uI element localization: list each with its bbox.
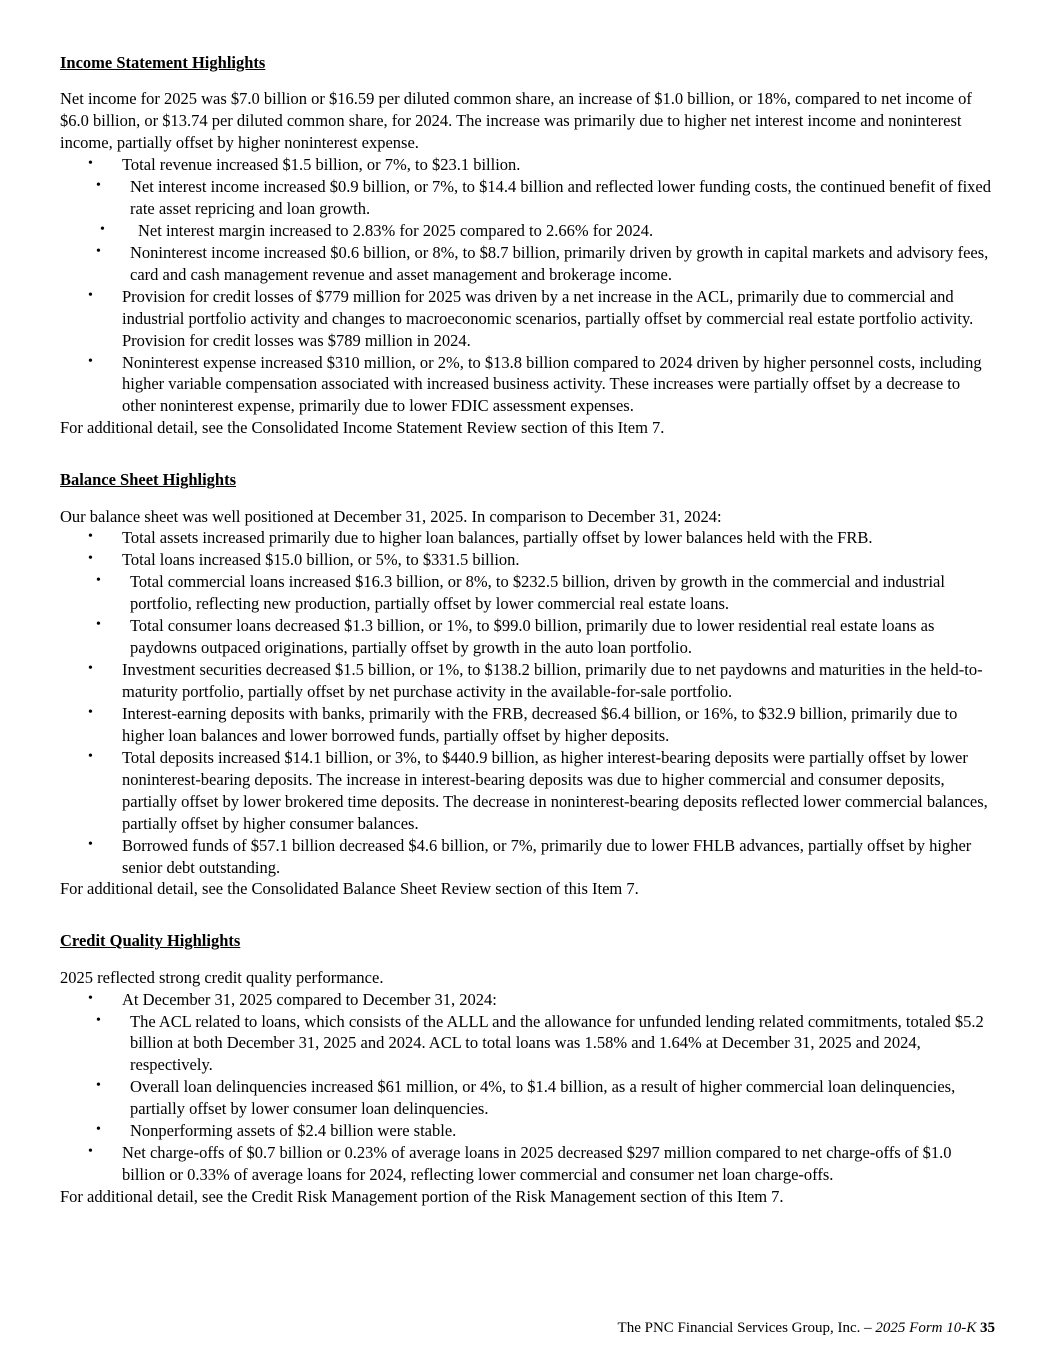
- list-item-text: Overall loan delinquencies increased $61 million, or 4%, to $1.4 billion, as a result of higher commercial loan delinquencies, partially offset by lower consumer loan delinquencies.: [130, 1077, 956, 1119]
- section-heading-income: [60, 52, 995, 74]
- list-item: [60, 176, 995, 220]
- list-item-text: The ACL related to loans, which consists of the ALLL and the allowance for unfunded lending related commitments, totaled $5.2 billion at both December 31, 2025 and 2024. ACL to total loans was 1.58% and 1.64% at December 31, 2025 and 2024, respectively.: [130, 1011, 984, 1075]
- bullet-glyph: •: [88, 704, 93, 720]
- list-item: [60, 1142, 995, 1186]
- list-item-text: Interest-earning deposits with banks, primarily with the FRB, decreased $6.4 billion, or 16%, to $32.9 billion, primarily due to higher loan balances and lower borrowed funds, partially offset by higher deposits.: [122, 703, 958, 745]
- list-item-text: Total commercial loans increased $16.3 billion, or 8%, to $232.5 billion, driven by growth in the commercial and industrial portfolio, reflecting new production, partially offset by lower commercial real estate loans.: [130, 572, 945, 614]
- bullet-glyph: •: [88, 353, 93, 369]
- bullet-glyph: •: [96, 617, 101, 633]
- list-item-text: Net interest income increased $0.9 billion, or 7%, to $14.4 billion and reflected lower funding costs, the continued benefit of fixed rate asset repricing and loan growth.: [130, 177, 991, 218]
- list-item: [60, 220, 995, 242]
- list-item: [60, 242, 995, 286]
- list-item-text: Total consumer loans decreased $1.3 billion, or 1%, to $99.0 billion, primarily due to lower residential real estate loans as paydowns outpaced originations, partially offset by growth in the auto loan portfolio.: [130, 616, 935, 658]
- income-bullet-list: [60, 154, 995, 176]
- bullet-glyph: •: [96, 1122, 101, 1138]
- section-heading-income-text: Income Statement Highlights: [60, 53, 266, 72]
- list-item: [60, 747, 995, 835]
- list-item: [60, 549, 995, 571]
- balance-bullet-list-2: [60, 659, 995, 878]
- balance-bullet-list: [60, 527, 995, 571]
- list-item-text: Total revenue increased $1.5 billion, or 7%, to $23.1 billion.: [122, 155, 521, 175]
- section-heading-credit: [60, 930, 995, 952]
- list-item: [60, 1011, 995, 1077]
- list-item: [60, 1076, 995, 1120]
- list-item-text: Net interest margin increased to 2.83% for 2025 compared to 2.66% for 2024.: [138, 220, 654, 240]
- list-item-text: At December 31, 2025 compared to December 31, 2024:: [122, 989, 497, 1009]
- list-item-text: Nonperforming assets of $2.4 billion were stable.: [130, 1121, 457, 1141]
- page-footer: [618, 1320, 995, 1337]
- bullet-glyph: •: [88, 661, 93, 677]
- list-item: [60, 659, 995, 703]
- footer-page-number: 35: [980, 1320, 995, 1336]
- bullet-glyph: •: [96, 1012, 101, 1028]
- bullet-glyph: •: [88, 551, 93, 567]
- bullet-glyph: •: [100, 221, 105, 237]
- bullet-glyph: •: [88, 156, 93, 172]
- balance-intro-paragraph: Our balance sheet was well positioned at December 31, 2025. In comparison to December 31, 2024:: [60, 506, 722, 526]
- list-item: [60, 352, 995, 418]
- list-item: [60, 571, 995, 615]
- list-item: [60, 286, 995, 352]
- income-intro-paragraph: Net income for 2025 was $7.0 billion or $16.59 per diluted common share, an increase of $1.0 billion, or 18%, compared to net income of $6.0 billion, or $13.74 per diluted common share, for 2024. The increase was primarily due to higher net interest income and noninterest income, partially offset by higher noninterest expense.: [60, 89, 972, 153]
- list-item-text: Net charge-offs of $0.7 billion or 0.23% of average loans in 2025 decreased $297 million compared to net charge-offs of $1.0 billion or 0.33% of average loans for 2024, reflecting lower commercial and consumer net loan charge-offs.: [122, 1143, 952, 1185]
- bullet-glyph: •: [88, 748, 93, 764]
- list-item: [60, 703, 995, 747]
- bullet-glyph: •: [88, 1144, 93, 1160]
- credit-bullet-list: [60, 989, 995, 1011]
- credit-closing-paragraph: For additional detail, see the Credit Risk Management portion of the Risk Management section of this Item 7.: [60, 1187, 784, 1207]
- bullet-glyph: •: [96, 1078, 101, 1094]
- income-closing-paragraph: For additional detail, see the Consolidated Income Statement Review section of this Item 7.: [60, 418, 665, 438]
- credit-intro-paragraph: 2025 reflected strong credit quality performance.: [60, 967, 384, 987]
- list-item: [60, 835, 995, 879]
- list-item-text: Provision for credit losses of $779 million for 2025 was driven by a net increase in the ACL, primarily due to commercial and industrial portfolio activity and changes to macroeconomic scenarios, partially offset by commercial real estate portfolio activity. Provision for credit losses was $789 million in 2024.: [122, 286, 974, 350]
- footer-company: The PNC Financial Services Group, Inc. –: [617, 1320, 876, 1336]
- section-heading-balance: [60, 469, 995, 491]
- bullet-glyph: •: [88, 287, 93, 303]
- credit-sublist: [60, 1011, 995, 1143]
- list-item: [60, 615, 995, 659]
- bullet-glyph: •: [96, 573, 101, 589]
- section-heading-credit-text: Credit Quality Highlights: [60, 931, 241, 951]
- credit-bullet-list-2: [60, 1142, 995, 1186]
- list-item-text: Borrowed funds of $57.1 billion decreased $4.6 billion, or 7%, primarily due to lower FHLB advances, partially offset by higher senior debt outstanding.: [122, 835, 972, 877]
- section-heading-balance-text: Balance Sheet Highlights: [60, 470, 237, 490]
- balance-closing-paragraph: For additional detail, see the Consolidated Balance Sheet Review section of this Item 7.: [60, 879, 639, 899]
- income-bullet-list-2: [60, 286, 995, 418]
- list-item-text: Total assets increased primarily due to higher loan balances, partially offset by lower balances held with the FRB.: [122, 528, 873, 548]
- bullet-glyph: •: [96, 243, 101, 259]
- income-sublist-revenue: [60, 176, 995, 220]
- footer-form: 2025 Form 10-K: [875, 1320, 977, 1336]
- list-item: [60, 989, 995, 1011]
- bullet-glyph: •: [88, 529, 93, 545]
- bullet-glyph: •: [88, 836, 93, 852]
- bullet-glyph: •: [88, 990, 93, 1006]
- income-sublist-noninterest-income: [60, 242, 995, 286]
- list-item-text: Noninterest expense increased $310 million, or 2%, to $13.8 billion compared to 2024 driven by higher personnel costs, including higher variable compensation associated with increased business activity. These increases were partially offset by a decrease to other noninterest expense, primarily due to lower FDIC assessment expenses.: [122, 352, 982, 416]
- list-item-text: Investment securities decreased $1.5 billion, or 1%, to $138.2 billion, primarily due to net paydowns and maturities in the held-to-maturity portfolio, partially offset by net purchase activity in the available-for-sale portfolio.: [122, 660, 983, 702]
- balance-sublist-loans: [60, 571, 995, 659]
- list-item-text: Total loans increased $15.0 billion, or 5%, to $331.5 billion.: [122, 550, 520, 570]
- list-item-text: Noninterest income increased $0.6 billion, or 8%, to $8.7 billion, primarily driven by growth in capital markets and advisory fees, card and cash management revenue and asset management and brokerage income.: [130, 242, 989, 284]
- income-subsublist-nim: [60, 220, 995, 242]
- list-item: [60, 154, 995, 176]
- list-item: [60, 1120, 995, 1142]
- bullet-glyph: •: [96, 178, 101, 194]
- list-item: [60, 527, 995, 549]
- list-item-text: Total deposits increased $14.1 billion, or 3%, to $440.9 billion, as higher interest-bearing deposits were partially offset by lower noninterest-bearing deposits. The increase in interest-bearing deposits was due to higher commercial and consumer deposits, partially offset by lower brokered time deposits. The decrease in noninterest-bearing deposits reflected lower commercial balances, partially offset by higher consumer balances.: [122, 747, 988, 833]
